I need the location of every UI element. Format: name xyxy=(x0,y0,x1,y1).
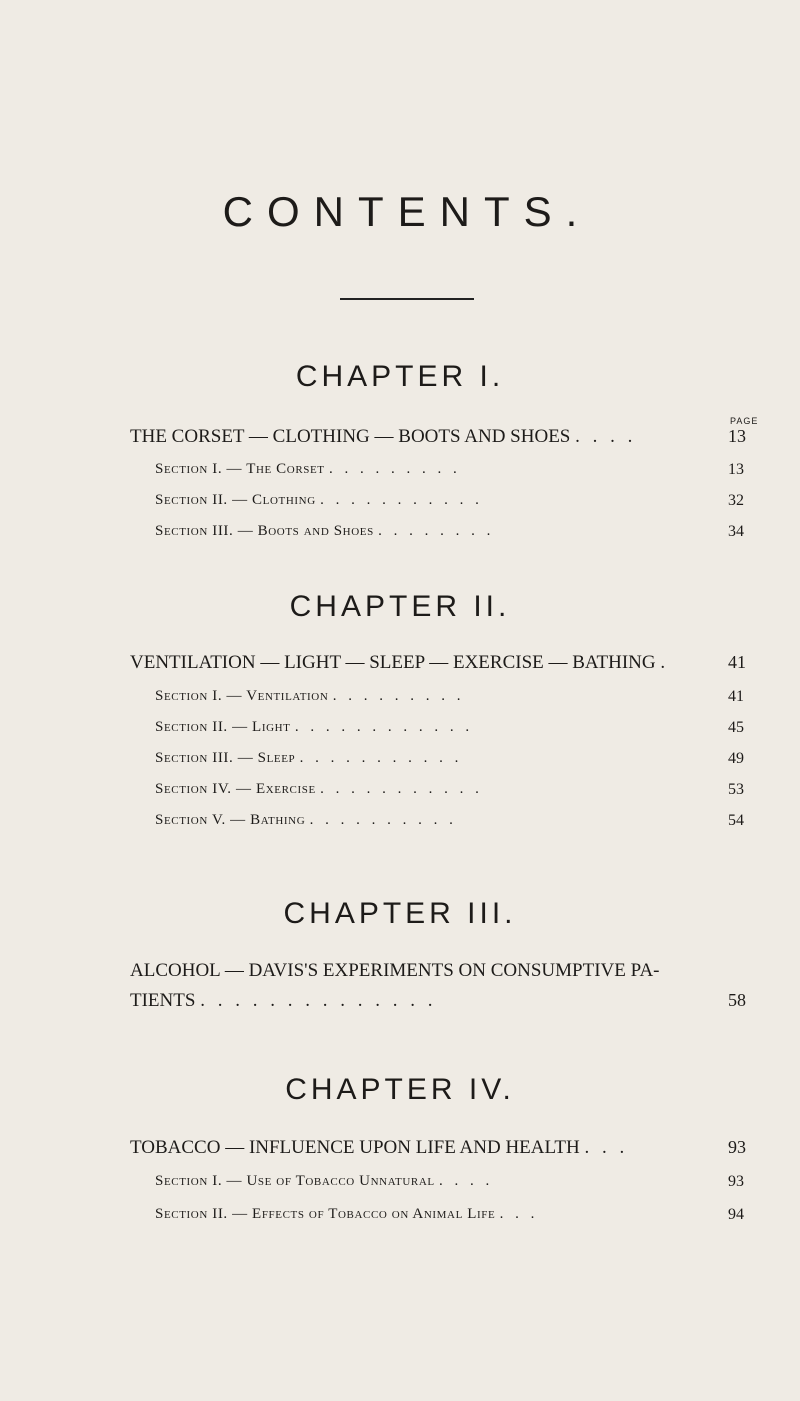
page-number: 49 xyxy=(728,750,744,767)
toc-entry-section xyxy=(0,523,800,547)
page-number: 93 xyxy=(728,1137,746,1157)
toc-entry-main xyxy=(0,1137,800,1161)
toc-entry-continuation xyxy=(0,990,800,1014)
page-number: 54 xyxy=(728,812,744,829)
entry-title: Section III. — Boots and Shoes . . . . . . . . xyxy=(155,523,495,539)
page-number: 58 xyxy=(728,990,746,1010)
page-title: CONTENTS. xyxy=(222,188,592,235)
entry-title: VENTILATION — LIGHT — SLEEP — EXERCISE — BATHING . xyxy=(130,652,670,673)
toc-entry-main xyxy=(0,960,800,984)
toc-entry-section xyxy=(0,1206,800,1230)
page-number: 41 xyxy=(728,652,746,672)
entry-title: Section II. — Effects of Tobacco on Animal Life . . . xyxy=(155,1206,539,1222)
entry-title: Section II. — Clothing . . . . . . . . . . . xyxy=(155,492,483,508)
chapter-heading: CHAPTER II. xyxy=(289,590,511,623)
page-column-label: PAGE xyxy=(730,416,759,426)
entry-title: Section I. — Use of Tobacco Unnatural . . . . xyxy=(155,1173,494,1189)
entry-title: Section IV. — Exercise . . . . . . . . . . . xyxy=(155,781,483,797)
chapter-heading: CHAPTER I. xyxy=(295,360,505,393)
toc-entry-section xyxy=(0,688,800,712)
toc-entry-section xyxy=(0,781,800,805)
entry-title: THE CORSET — CLOTHING — BOOTS AND SHOES . . . . xyxy=(130,426,637,447)
toc-entry-section xyxy=(0,812,800,836)
toc-entry-section xyxy=(0,461,800,485)
page-number: 53 xyxy=(728,781,744,798)
page-number: 93 xyxy=(728,1173,744,1190)
toc-entry-main xyxy=(0,652,800,676)
page-number: 13 xyxy=(728,426,746,446)
toc-entry-section xyxy=(0,719,800,743)
toc-entry-main xyxy=(0,426,800,450)
title-rule xyxy=(340,298,474,300)
entry-title: TOBACCO — INFLUENCE UPON LIFE AND HEALTH . . . xyxy=(130,1137,629,1158)
page-number: 94 xyxy=(728,1206,744,1223)
toc-entry-section xyxy=(0,750,800,774)
toc-entry-section xyxy=(0,492,800,516)
page-number: 45 xyxy=(728,719,744,736)
page-number: 13 xyxy=(728,461,744,478)
entry-title: ALCOHOL — DAVIS'S EXPERIMENTS ON CONSUMPTIVE PA- xyxy=(130,960,660,981)
entry-title: Section V. — Bathing . . . . . . . . . . xyxy=(155,812,457,828)
toc-entry-section xyxy=(0,1173,800,1197)
entry-title: Section I. — The Corset . . . . . . . . . xyxy=(155,461,461,477)
chapter-heading: CHAPTER IV. xyxy=(285,1073,515,1106)
entry-title: Section III. — Sleep . . . . . . . . . . . xyxy=(155,750,463,766)
entry-title: Section II. — Light . . . . . . . . . . . . xyxy=(155,719,474,735)
entry-title: Section I. — Ventilation . . . . . . . . . xyxy=(155,688,465,704)
page-number: 34 xyxy=(728,523,744,540)
page-number: 32 xyxy=(728,492,744,509)
entry-title: TIENTS . . . . . . . . . . . . . . xyxy=(130,990,437,1011)
page-number: 41 xyxy=(728,688,744,705)
chapter-heading: CHAPTER III. xyxy=(283,897,517,930)
